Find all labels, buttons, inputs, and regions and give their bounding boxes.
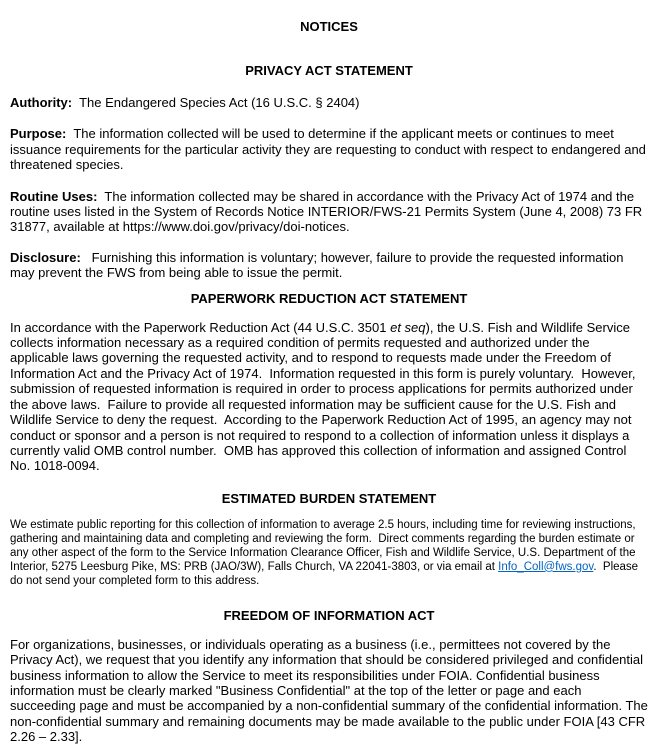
purpose-text: The information collected will be used to determine if the applicant meets or continues to meet issuance requirements for the particular activity they are requesting to conduct with respect to endangered and threatened species. xyxy=(10,126,650,173)
freedom-of-information-heading: FREEDOM OF INFORMATION ACT xyxy=(223,607,435,623)
paperwork-paragraph xyxy=(10,320,648,474)
purpose-paragraph xyxy=(10,126,648,172)
disclosure-text: Furnishing this information is voluntary; however, failure to provide the requested information may prevent the FWS from being able to issue the permit. xyxy=(10,249,628,281)
paperwork-reduction-act-heading: PAPERWORK REDUCTION ACT STATEMENT xyxy=(190,290,468,306)
estimated-burden-heading: ESTIMATED BURDEN STATEMENT xyxy=(221,490,437,506)
burden-text-after-link: . Please do not send your completed form to this address. xyxy=(10,560,642,587)
paperwork-text-et-seq: et seq xyxy=(390,319,426,335)
paperwork-text-before-italic: In accordance with the Paperwork Reduction Act (44 U.S.C. 3501 xyxy=(10,319,391,335)
authority-paragraph xyxy=(10,95,648,110)
routine-uses-text: The information collected may be shared in accordance with the Privacy Act of 1974 and the routine uses listed in the System of Records Notice INTERIOR/FWS-21 Permits System (June 4, 2008) 73 FR 31877, available at https://www.doi.gov/privacy/doi-notices. xyxy=(10,188,646,235)
foia-paragraph: For organizations, businesses, or individuals operating as a business (i.e., permittees not covered by the Privacy Act), we request that you identify any information that should be considered privileged and confidential business information to allow the Service to meet its responsibilities under FOIA. Confidential business information must be clearly marked "Business Confidential" at the top of the letter or page and each succeeding page and must be accompanied by a non-confidential summary of the confidential information. The non-confidential summary and remaining documents may be made available to the public under FOIA [43 CFR 2.26 – 2.33]. xyxy=(10,636,652,745)
paperwork-text-after-italic: ), the U.S. Fish and Wildlife Service collects information necessary as a required condition of permits requested and authorized under the applicable laws governing the requested activity, and to respond to requests made under the Freedom of Information Act and the Privacy Act of 1974. Information requested in this form is purely voluntary. However, submission of requested information is required in order to process applications for permits authorized under the above laws. Failure to provide all requested information may be sufficient cause for the U.S. Fish and Wildlife Service to deny the request. According to the Paperwork Reduction Act of 1995, an agency may not conduct or sponsor and a person is not required to respond to a collection of information unless it displays a currently valid OMB control number. OMB has approved this collection of information and assigned Control No. 1018-0094. xyxy=(10,319,640,474)
authority-label: Authority: xyxy=(10,95,73,110)
email-link[interactable]: Info_Coll@fws.gov xyxy=(498,560,594,573)
privacy-act-statement-heading: PRIVACY ACT STATEMENT xyxy=(245,63,413,78)
routine-uses-label: Routine Uses: xyxy=(10,188,98,204)
disclosure-paragraph xyxy=(10,250,648,281)
routine-uses-paragraph xyxy=(10,189,648,235)
document-title: NOTICES xyxy=(300,19,358,34)
burden-text-before-link: We estimate public reporting for this collection of information to average 2.5 hours, including time for reviewing instructions, gathering and maintaining data and completing and reviewing the form. Direct comments regarding the burden estimate or any other aspect of the form to the Service Information Clearance Officer, Fish and Wildlife Service, U.S. Department of the Interior, 5275 Leesburg Pike, MS: PRB (JAO/3W), Falls Church, VA 22041-3803, or via email at xyxy=(10,518,639,573)
disclosure-label: Disclosure: xyxy=(10,249,81,265)
burden-paragraph xyxy=(10,518,648,588)
authority-text: The Endangered Species Act (16 U.S.C. § 2404) xyxy=(72,95,360,110)
purpose-label: Purpose: xyxy=(10,126,67,142)
